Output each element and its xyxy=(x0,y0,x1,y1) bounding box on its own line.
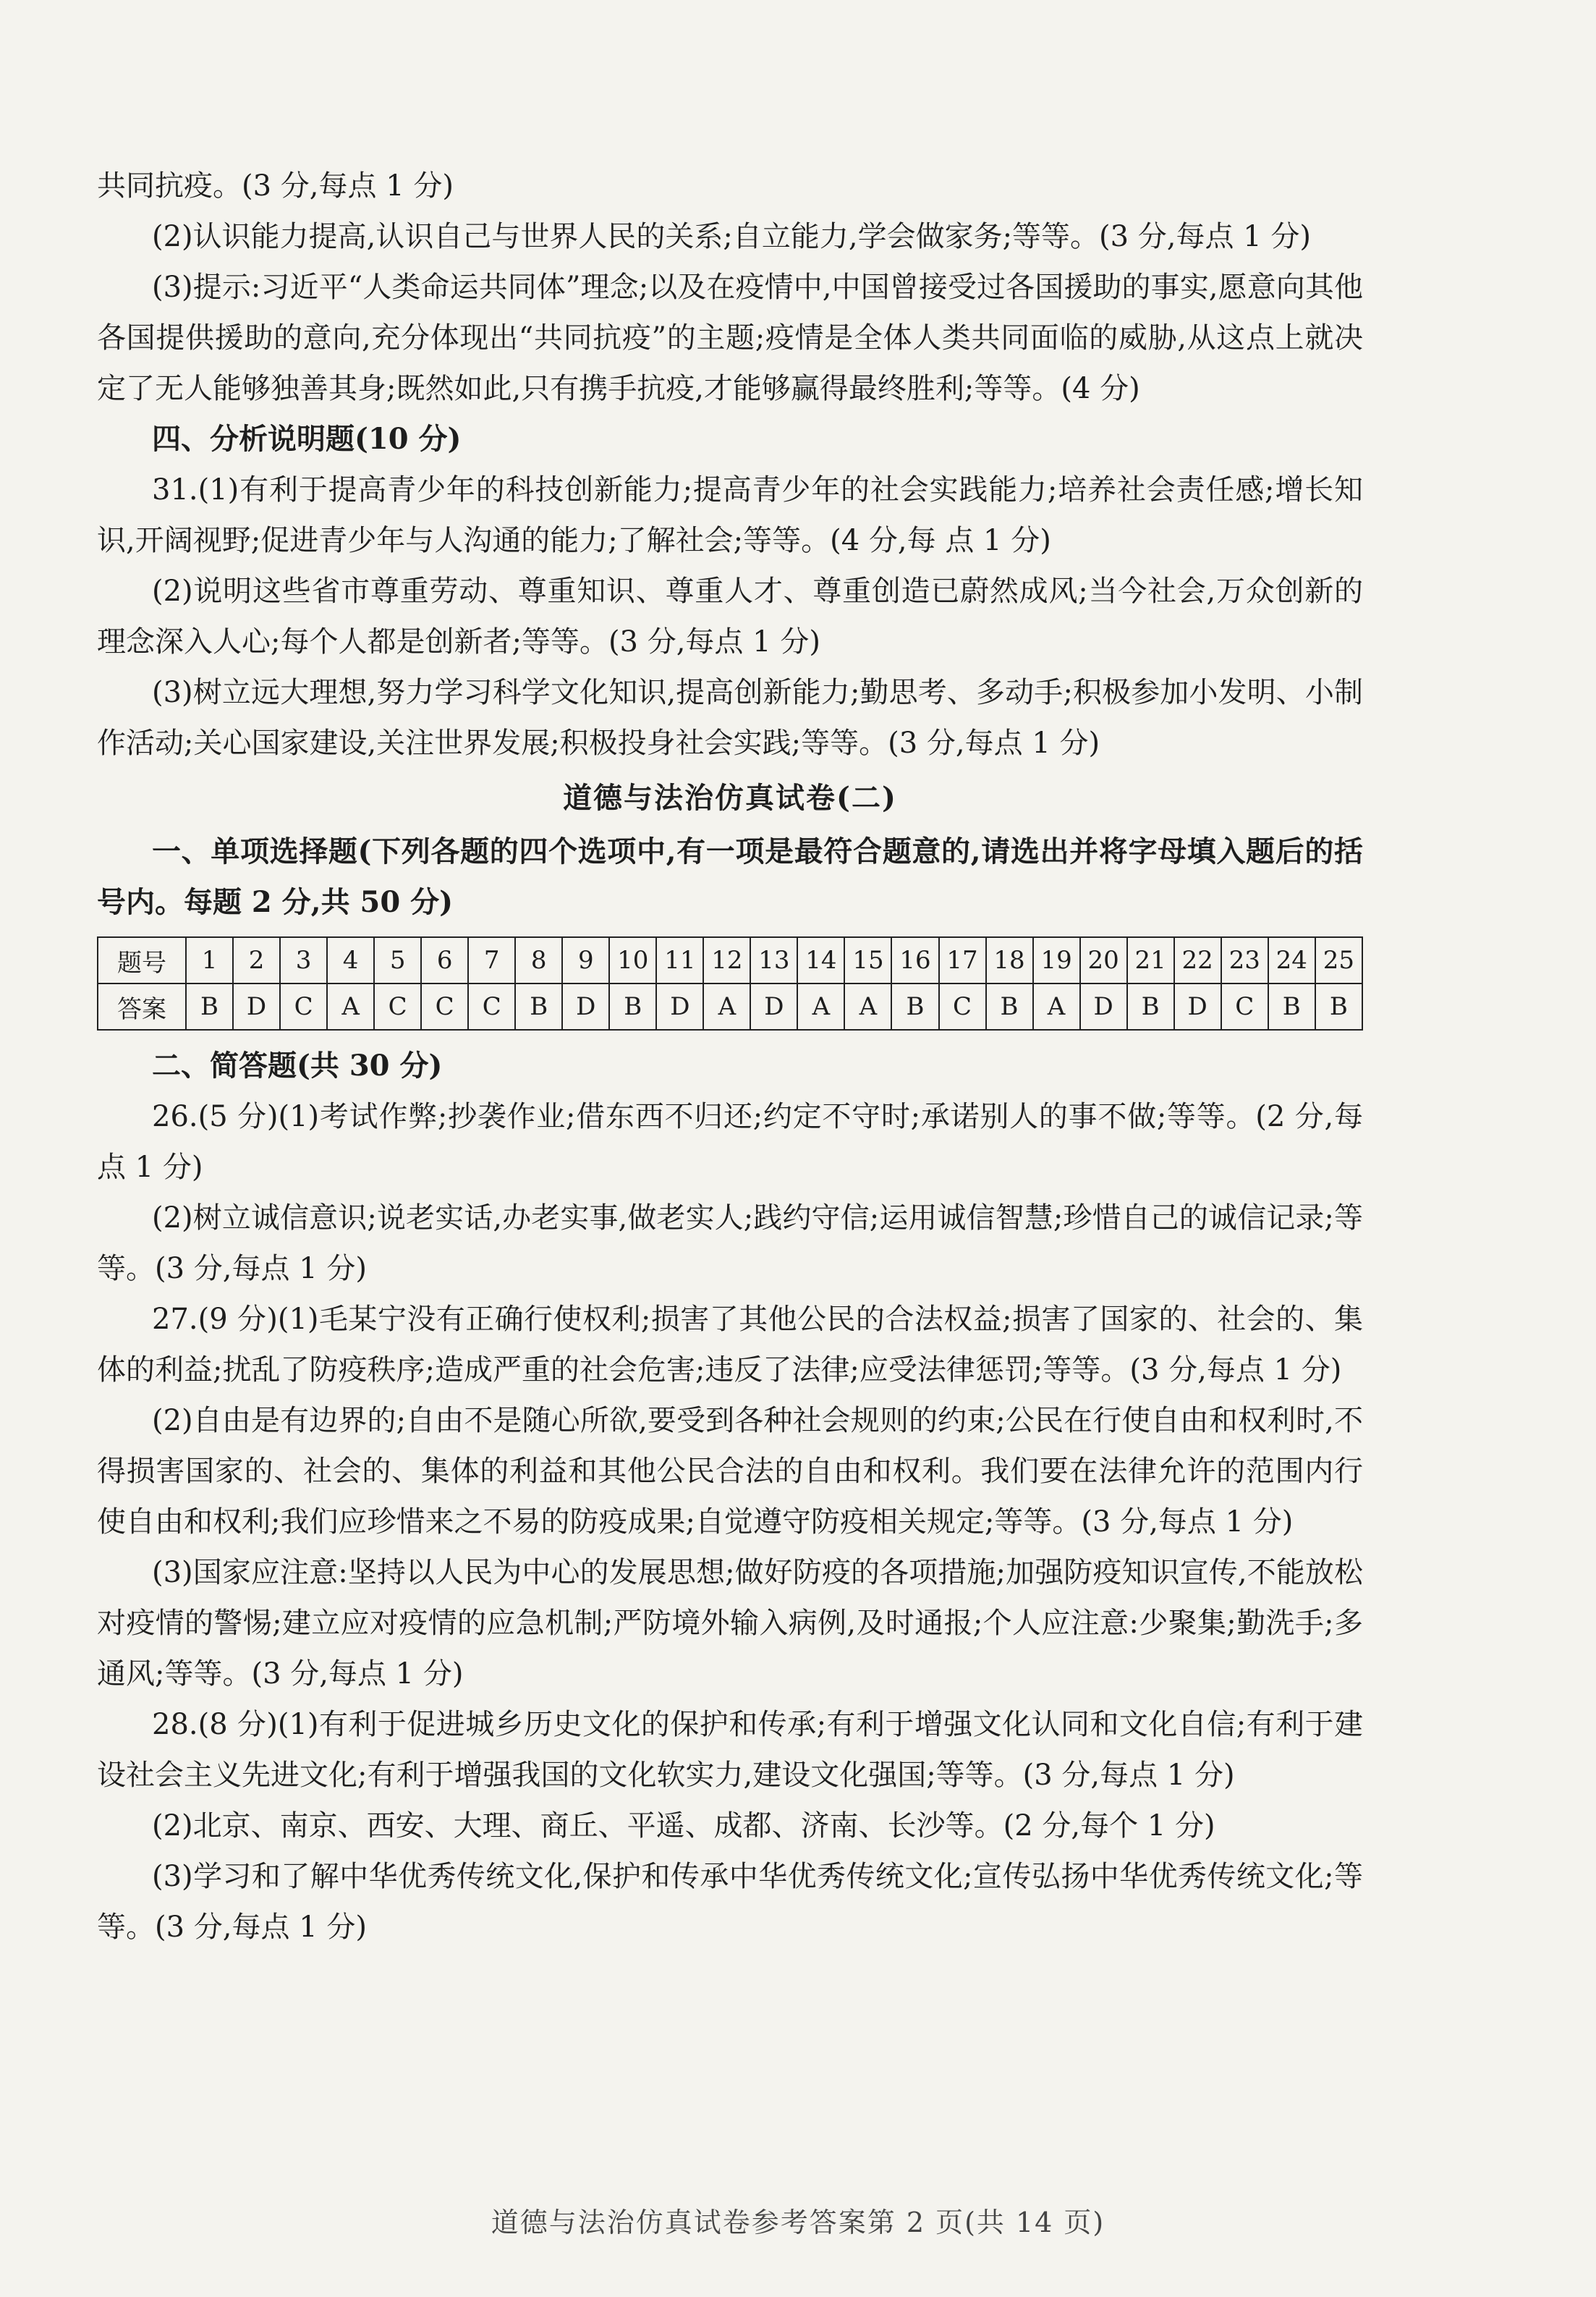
table-cell-answer: C xyxy=(468,983,515,1030)
table-cell-number: 17 xyxy=(939,937,986,983)
table-cell-answer: A xyxy=(327,983,374,1030)
table-cell-answer: A xyxy=(1033,983,1080,1030)
table-cell-number: 9 xyxy=(562,937,609,983)
section-heading-analysis: 四、分析说明题(10 分) xyxy=(152,422,462,456)
paragraph-q28-1: 28.(8 分)(1)有利于促进城乡历史文化的保护和传承;有利于增强文化认同和文化自信;有利于建设社会主义先进文化;有利于增强我国的文化软实力,建设文化强国;等等。(3 分,每点 1 分) xyxy=(97,1708,1363,1792)
table-cell-answer: C xyxy=(421,983,468,1030)
table-cell-number: 25 xyxy=(1315,937,1362,983)
table-cell-number: 10 xyxy=(609,937,656,983)
paragraph-q31-3: (3)树立远大理想,努力学习科学文化知识,提高创新能力;勤思考、多动手;积极参加小发明、小制作活动;关心国家建设,关注世界发展;积极投身社会实践;等等。(3 分,每点 1 分) xyxy=(97,676,1363,760)
paragraph-q30-2: (2)认识能力提高,认识自己与世界人民的关系;自立能力,学会做家务;等等。(3 分,每点 1 分) xyxy=(152,220,1312,253)
table-cell-number: 18 xyxy=(986,937,1033,983)
table-cell-answer: D xyxy=(1174,983,1221,1030)
table-cell-answer: D xyxy=(750,983,797,1030)
paragraph-q30-3: (3)提示:习近平“人类命运共同体”理念;以及在疫情中,中国曾接受过各国援助的事实,愿意向其他各国提供援助的意向,充分体现出“共同抗疫”的主题;疫情是全体人类共同面临的威胁,从这点上就决定了无人能够独善其身;既然如此,只有携手抗疫,才能够赢得最终胜利;等等。(4 分) xyxy=(97,271,1363,405)
paragraph-q26-2: (2)树立诚信意识;说老实话,办老实事,做老实人;践约守信;运用诚信智慧;珍惜自己的诚信记录;等等。(3 分,每点 1 分) xyxy=(97,1201,1363,1285)
table-cell-answer: A xyxy=(844,983,891,1030)
table-cell-answer: B xyxy=(609,983,656,1030)
table-cell-number: 15 xyxy=(844,937,891,983)
table-cell-number: 20 xyxy=(1080,937,1127,983)
table-cell-number: 4 xyxy=(327,937,374,983)
table-cell-number: 5 xyxy=(374,937,421,983)
table-cell-number: 1 xyxy=(186,937,233,983)
table-cell-number: 2 xyxy=(233,937,280,983)
table-cell-answer: C xyxy=(374,983,421,1030)
exam-title: 道德与法治仿真试卷(二) xyxy=(563,781,897,815)
table-cell-number: 13 xyxy=(750,937,797,983)
table-cell-number: 7 xyxy=(468,937,515,983)
table-cell-answer: B xyxy=(1315,983,1362,1030)
table-row-answers xyxy=(98,983,1362,1030)
section-heading-choice: 一、单项选择题(下列各题的四个选项中,有一项是最符合题意的,请选出并将字母填入题后的括号内。每题 2 分,共 50 分) xyxy=(97,834,1363,919)
table-cell-answer: B xyxy=(186,983,233,1030)
table-cell-number: 6 xyxy=(421,937,468,983)
table-cell-number: 16 xyxy=(891,937,938,983)
table-cell-number: 12 xyxy=(703,937,750,983)
paragraph-q27-1: 27.(9 分)(1)毛某宁没有正确行使权利;损害了其他公民的合法权益;损害了国家的、社会的、集体的利益;扰乱了防疫秩序;造成严重的社会危害;违反了法律;应受法律惩罚;等等。(3 分,每点 1 分) xyxy=(97,1303,1363,1387)
paragraph-q27-2: (2)自由是有边界的;自由不是随心所欲,要受到各种社会规则的约束;公民在行使自由和权利时,不得损害国家的、社会的、集体的利益和其他公民合法的自由和权利。我们要在法律允许的范围内行使自由和权利;我们应珍惜来之不易的防疫成果;自觉遵守防疫相关规定;等等。(3 分,每点 1 分) xyxy=(97,1404,1363,1539)
table-cell-answer: A xyxy=(703,983,750,1030)
table-cell-answer: D xyxy=(562,983,609,1030)
table-cell-number: 11 xyxy=(656,937,703,983)
table-cell-answer: C xyxy=(1221,983,1268,1030)
table-cell-answer: D xyxy=(233,983,280,1030)
table-header-answer: 答案 xyxy=(98,983,186,1030)
paragraph-q27-3: (3)国家应注意:坚持以人民为中心的发展思想;做好防疫的各项措施;加强防疫知识宣传,不能放松对疫情的警惕;建立应对疫情的应急机制;严防境外输入病例,及时通报;个人应注意:少聚集;勤洗手;多通风;等等。(3 分,每点 1 分) xyxy=(97,1556,1363,1691)
table-cell-number: 22 xyxy=(1174,937,1221,983)
paragraph-q31-1: 31.(1)有利于提高青少年的科技创新能力;提高青少年的社会实践能力;培养社会责任感;增长知识,开阔视野;促进青少年与人沟通的能力;了解社会;等等。(4 分,每 点 1 分) xyxy=(97,473,1363,557)
table-cell-number: 24 xyxy=(1268,937,1315,983)
table-cell-answer: B xyxy=(1127,983,1174,1030)
table-cell-number: 8 xyxy=(515,937,562,983)
paragraph-q28-2: (2)北京、南京、西安、大理、商丘、平遥、成都、济南、长沙等。(2 分,每个 1 分) xyxy=(152,1809,1215,1843)
paragraph-q30-end: 共同抗疫。(3 分,每点 1 分) xyxy=(97,169,454,203)
page-footer: 道德与法治仿真试卷参考答案第 2 页(共 14 页) xyxy=(491,2207,1105,2238)
table-cell-answer: A xyxy=(797,983,844,1030)
table-cell-answer: C xyxy=(280,983,327,1030)
table-cell-number: 14 xyxy=(797,937,844,983)
answer-table xyxy=(97,936,1363,1031)
table-cell-number: 23 xyxy=(1221,937,1268,983)
table-cell-answer: B xyxy=(986,983,1033,1030)
table-cell-answer: B xyxy=(515,983,562,1030)
paragraph-q31-2: (2)说明这些省市尊重劳动、尊重知识、尊重人才、尊重创造已蔚然成风;当今社会,万众创新的理念深入人心;每个人都是创新者;等等。(3 分,每点 1 分) xyxy=(97,575,1363,659)
section-heading-short-answer: 二、简答题(共 30 分) xyxy=(152,1049,443,1083)
table-cell-answer: C xyxy=(939,983,986,1030)
table-cell-answer: B xyxy=(891,983,938,1030)
table-cell-number: 3 xyxy=(280,937,327,983)
paragraph-q26-1: 26.(5 分)(1)考试作弊;抄袭作业;借东西不归还;约定不守时;承诺别人的事不做;等等。(2 分,每点 1 分) xyxy=(97,1100,1363,1184)
paragraph-q28-3: (3)学习和了解中华优秀传统文化,保护和传承中华优秀传统文化;宣传弘扬中华优秀传统文化;等等。(3 分,每点 1 分) xyxy=(97,1860,1363,1944)
table-cell-answer: D xyxy=(1080,983,1127,1030)
table-cell-answer: D xyxy=(656,983,703,1030)
table-cell-answer: B xyxy=(1268,983,1315,1030)
table-cell-number: 21 xyxy=(1127,937,1174,983)
table-cell-number: 19 xyxy=(1033,937,1080,983)
table-row-numbers xyxy=(98,937,1362,983)
table-header-number: 题号 xyxy=(98,937,186,983)
